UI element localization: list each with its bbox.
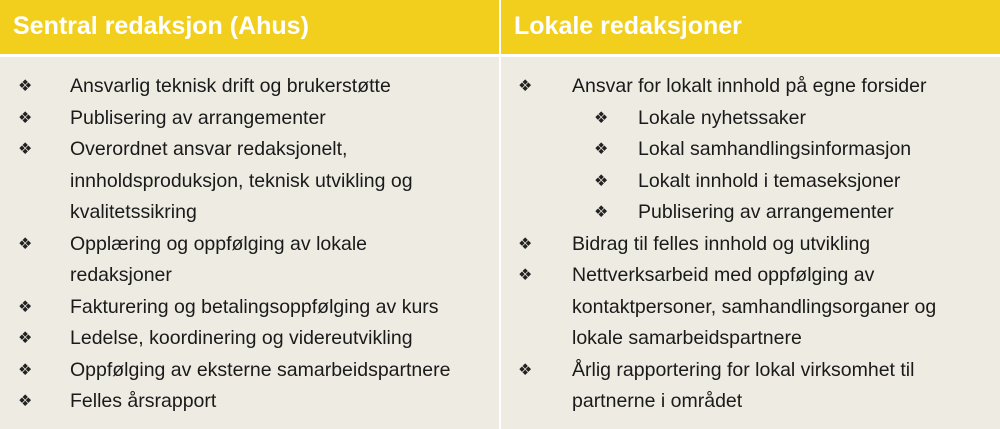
diamond-bullet-icon: ❖: [18, 78, 33, 95]
diamond-bullet-icon: ❖: [594, 172, 609, 190]
header-lokale-redaksjoner: Lokale redaksjoner: [499, 0, 1000, 57]
sub-list-item: [501, 134, 1000, 166]
list-item-text: Nettverksarbeid med oppfølging av kontaktpersoner, samhandlingsorganer og lokale samarbeidspartnere: [572, 264, 937, 349]
diamond-bullet-icon: ❖: [518, 235, 533, 253]
list-item-text: Publisering av arrangementer: [638, 201, 894, 223]
list-item: [0, 386, 499, 418]
list-item-text: Lokal samhandlingsinformasjon: [638, 138, 912, 160]
list-item-text: Ansvar for lokalt innhold på egne forsider: [572, 75, 927, 97]
diamond-bullet-icon: ❖: [518, 267, 533, 284]
list-item-text: Fakturering og betalingsoppfølging av kurs: [70, 295, 439, 318]
list-item-text: Ansvarlig teknisk drift og brukerstøtte: [70, 75, 391, 97]
list-item-text: Overordnet ansvar redaksjonelt, innholdsproduksjon, teknisk utvikling og kvalitetssikring: [70, 138, 413, 223]
lokale-list: [501, 71, 1000, 418]
list-item-text: Ledelse, koordinering og videreutvikling: [70, 327, 413, 349]
list-item-text: Publisering av arrangementer: [70, 106, 326, 129]
list-item: [0, 355, 499, 387]
sub-list-item: [501, 166, 1000, 198]
diamond-bullet-icon: ❖: [18, 393, 33, 410]
diamond-bullet-icon: ❖: [518, 78, 533, 95]
list-item: [0, 71, 499, 103]
list-item: [501, 229, 1000, 261]
list-item-text: Lokale nyhetssaker: [638, 106, 807, 129]
diamond-bullet-icon: ❖: [18, 330, 33, 347]
list-item-text: Årlig rapportering for lokal virksomhet til partnerne i området: [572, 358, 915, 412]
list-item-text: Felles årsrapport: [70, 390, 217, 412]
list-item: [0, 134, 470, 229]
list-item-text: Lokalt innhold i temaseksjoner: [638, 169, 901, 192]
diamond-bullet-icon: ❖: [594, 204, 609, 221]
sub-list-item: [501, 103, 1000, 135]
list-item-text: Bidrag til felles innhold og utvikling: [572, 232, 871, 255]
list-item: [501, 355, 977, 418]
diamond-bullet-icon: ❖: [18, 235, 33, 253]
sub-list-item: [501, 197, 1000, 229]
diamond-bullet-icon: ❖: [594, 109, 609, 127]
list-item: [0, 292, 499, 324]
header-sentral-redaksjon: Sentral redaksjon (Ahus): [0, 0, 499, 57]
list-item-text: Oppfølging av eksterne samarbeidspartnere: [70, 358, 451, 381]
diamond-bullet-icon: ❖: [518, 361, 533, 379]
list-item: [0, 103, 499, 135]
diamond-bullet-icon: ❖: [18, 361, 33, 379]
list-item: [0, 229, 470, 292]
list-item: [501, 260, 977, 355]
diamond-bullet-icon: ❖: [594, 141, 609, 158]
diamond-bullet-icon: ❖: [18, 141, 33, 158]
column-lokale: [499, 57, 1000, 429]
sentral-list: [0, 71, 499, 418]
list-item: [0, 323, 499, 355]
diamond-bullet-icon: ❖: [18, 109, 33, 127]
list-item: [501, 71, 1000, 103]
column-sentral: [0, 57, 499, 429]
diamond-bullet-icon: ❖: [18, 298, 33, 316]
list-item-text: Opplæring og oppfølging av lokale redaksjoner: [70, 232, 368, 286]
